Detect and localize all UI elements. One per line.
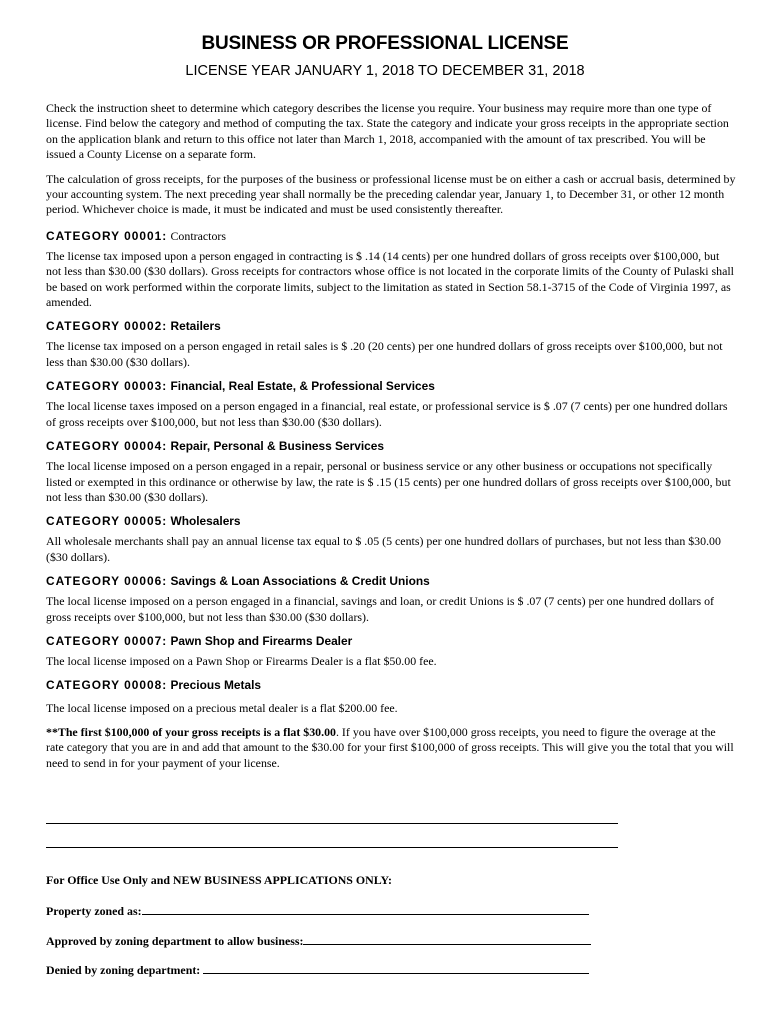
category-name: Repair, Personal & Business Services bbox=[170, 439, 384, 454]
category-code: CATEGORY 00004: bbox=[46, 439, 168, 454]
category-code: CATEGORY 00005: bbox=[46, 514, 168, 529]
category-name: Pawn Shop and Firearms Dealer bbox=[170, 633, 353, 648]
category-code: CATEGORY 00008: bbox=[46, 678, 168, 693]
category-name: Savings & Loan Associations & Credit Unions bbox=[170, 574, 430, 589]
zoning-denied-field[interactable] bbox=[203, 962, 589, 974]
category-heading-00001 bbox=[46, 229, 736, 244]
category-description-00004: The local license imposed on a person engaged in a repair, personal or business service or any other business or occupations not specifically listed or exempted in this ordinance or otherwise by law, the rate is $ .15 (15 cents) per one hundred dollars of gross receipts over $100,000, but not less than $30.00 ($30 dollars). bbox=[46, 459, 731, 504]
category-name: Retailers bbox=[170, 319, 221, 334]
property-zoned-field[interactable] bbox=[142, 903, 589, 915]
category-heading-00005 bbox=[46, 514, 736, 529]
property-zoned-label: Property zoned as: bbox=[46, 904, 142, 918]
zoning-denied-row bbox=[46, 962, 666, 978]
category-description-00003: The local license taxes imposed on a person engaged in a financial, real estate, or professional service is $ .07 (7 cents) per one hundred dollars of gross receipts over $100,000, but not less than $30.00 ($30 dollars). bbox=[46, 399, 728, 429]
category-heading-00003 bbox=[46, 379, 736, 394]
page-title: BUSINESS OR PROFESSIONAL LICENSE bbox=[201, 33, 569, 54]
category-code: CATEGORY 00003: bbox=[46, 379, 168, 394]
gross-receipts-note-bold: **The first $100,000 of your gross receipts is a flat $30.00 bbox=[46, 724, 336, 739]
zoning-approved-label: Approved by zoning department to allow business: bbox=[46, 934, 304, 948]
category-code: CATEGORY 00001: bbox=[46, 228, 168, 243]
document-body bbox=[46, 101, 736, 780]
category-heading-00008 bbox=[46, 678, 736, 693]
blank-line-2[interactable] bbox=[46, 847, 618, 848]
category-heading-00007 bbox=[46, 634, 736, 649]
category-code: CATEGORY 00002: bbox=[46, 319, 168, 334]
gross-receipts-note bbox=[46, 725, 736, 771]
category-name: Wholesalers bbox=[170, 514, 241, 529]
category-description-00005: All wholesale merchants shall pay an annual license tax equal to $ .05 (5 cents) per one hundred dollars of purchases, but not less than $30.00 ($30 dollars). bbox=[46, 534, 721, 564]
office-use-heading: For Office Use Only and NEW BUSINESS APPLICATIONS ONLY: bbox=[46, 873, 392, 887]
category-name: Contractors bbox=[170, 228, 226, 243]
license-year-subtitle: LICENSE YEAR JANUARY 1, 2018 TO DECEMBER 31, 2018 bbox=[185, 63, 585, 79]
zoning-approved-row bbox=[46, 933, 666, 949]
intro-paragraph-2: The calculation of gross receipts, for the purposes of the business or professional license must be on either a cash or accrual basis, determined by your accounting system. The next preceding year shall normally be the preceding calendar year, January 1, to December 31, or other 12 month period. Whichever choice is made, it must be indicated and must be used consistently thereafter. bbox=[46, 171, 736, 217]
category-description-00002: The license tax imposed on a person engaged in retail sales is $ .20 (20 cents) per one hundred dollars of gross receipts over $100,000, but not less than $30.00 ($30 dollars). bbox=[46, 339, 723, 369]
category-name: Financial, Real Estate, & Professional Services bbox=[170, 379, 435, 394]
zoning-approved-field[interactable] bbox=[303, 933, 591, 945]
category-description-00007: The local license imposed on a Pawn Shop or Firearms Dealer is a flat $50.00 fee. bbox=[46, 653, 437, 668]
category-description-00006: The local license imposed on a person engaged in a financial, savings and loan, or credit Unions is $ .07 (7 cents) per one hundred dollars of gross receipts over $100,000, but not less than $30.00 ($30 dollars). bbox=[46, 594, 714, 624]
gross-receipts-note-text: . If you have over $100,000 gross receipts, you need to figure the overage at the rate category that you are in and add that amount to the $30.00 for your first $100,000 of gross receipts. This will give you the total that you will need to send in for your payment of your license. bbox=[46, 724, 734, 770]
blank-line-1[interactable] bbox=[46, 823, 618, 824]
zoning-denied-label: Denied by zoning department: bbox=[46, 963, 204, 977]
intro-paragraph-1: Check the instruction sheet to determine which category describes the license you require. Your business may require more than one type of license. Find below the category and method of computing the tax. State the category and indicate your gross receipts in the appropriate section on the application blank and return to this office not later than March 1, 2018, accompanied with the amount of tax prescribed. You will be issued a County License on a separate form. bbox=[46, 101, 729, 162]
category-code: CATEGORY 00006: bbox=[46, 574, 168, 589]
category-description-00001: The license tax imposed upon a person engaged in contracting is $ .14 (14 cents) per one hundred dollars of gross receipts over $100,000, but not less than $30.00 ($30 dollars). Gross receipts for contractors whose office is not located in the corporate limits of the County of Pulaski shall be based on work performed within the corporate limits, subject to the limitation as stated in Section 58.1-3715 of the Code of Virginia 1997, as amended. bbox=[46, 248, 734, 310]
category-heading-00004 bbox=[46, 439, 736, 454]
category-heading-00002 bbox=[46, 319, 736, 334]
property-zoned-row bbox=[46, 903, 666, 919]
category-code: CATEGORY 00007: bbox=[46, 633, 168, 648]
category-heading-00006 bbox=[46, 574, 736, 589]
category-name: Precious Metals bbox=[170, 678, 262, 693]
category-description-00008: The local license imposed on a precious metal dealer is a flat $200.00 fee. bbox=[46, 701, 398, 716]
